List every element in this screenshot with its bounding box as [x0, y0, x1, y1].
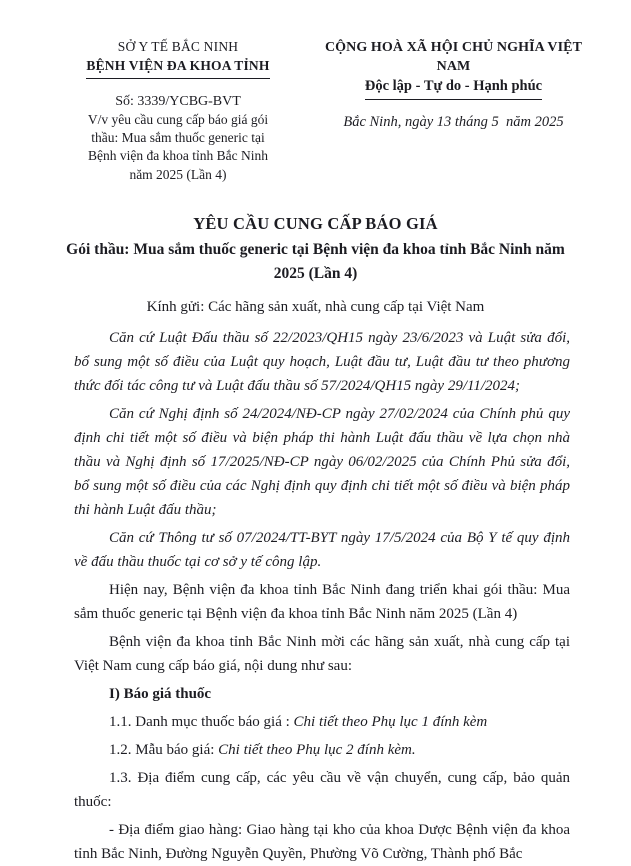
- national-name: CỘNG HOÀ XÃ HỘI CHỦ NGHĨA VIỆT NAM: [324, 40, 583, 75]
- list-item-1-1-detail: Chi tiết theo Phụ lục 1 đính kèm: [293, 714, 488, 731]
- document-title: YÊU CẦU CUNG CẤP BÁO GIÁ: [193, 214, 438, 234]
- list-item-1-1-label: 1.1. Danh mục thuốc báo giá :: [109, 714, 294, 731]
- title-block: [0, 214, 631, 286]
- section-heading: I) Báo giá thuốc: [109, 686, 212, 703]
- issuer-block: [52, 38, 304, 184]
- intro-paragraph-1: Hiện nay, Bệnh viện đa khoa tỉnh Bắc Ninh đang triển khai gói thầu: Mua sắm thuốc generic tại Bệnh viện đa khoa tỉnh Bắc Ninh năm 2025 (Lần 4): [74, 582, 570, 623]
- document-subject-line: V/v yêu cầu cung cấp báo giá gói: [87, 111, 269, 127]
- document-subject-line: thầu: Mua sắm thuốc generic tại: [91, 130, 265, 146]
- document-subject: [52, 111, 304, 184]
- place-date-line: Bắc Ninh, ngày 13 tháng 5 năm 2025: [343, 113, 564, 130]
- legal-basis-paragraph-3: Căn cứ Thông tư số 07/2024/TT-BYT ngày 17/5/2024 của Bộ Y tế quy định về đấu thầu thuốc tại cơ sở y tế công lập.: [74, 530, 570, 571]
- document-number: Số: 3339/YCBG-BVT: [115, 93, 241, 109]
- document-body: [0, 326, 631, 866]
- list-item-1-2-label: 1.2. Mẫu báo giá:: [109, 742, 219, 759]
- issuing-org-name: BỆNH VIỆN ĐA KHOA TỈNH: [86, 57, 269, 78]
- parent-agency-name: SỞ Y TẾ BẮC NINH: [117, 39, 239, 54]
- document-subject-line: năm 2025 (Lần 4): [129, 166, 227, 182]
- intro-paragraph-2: Bệnh viện đa khoa tỉnh Bắc Ninh mời các hãng sản xuất, nhà cung cấp tại Việt Nam cung cấp báo giá, nội dung như sau:: [74, 634, 570, 675]
- legal-basis-paragraph-2: Căn cứ Nghị định số 24/2024/NĐ-CP ngày 27/02/2024 của Chính phủ quy định chi tiết một số điều và biện pháp thi hành Luật đấu thầu về lựa chọn nhà thầu và Nghị định số 17/2025/NĐ-CP ngày 06/02/2025 của Chính Phủ sửa đổi, bổ sung một số điều của các Nghị định quy định chi tiết một số điều và biện pháp thi hành Luật đấu thầu;: [74, 406, 570, 519]
- national-header-block: [304, 38, 595, 133]
- national-motto-line: [312, 77, 595, 100]
- issuing-org-line: [52, 57, 304, 78]
- document-header: [0, 0, 631, 184]
- list-item-1-1: [74, 710, 570, 734]
- list-item-1-3: 1.3. Địa điểm cung cấp, các yêu cầu về vận chuyển, cung cấp, bảo quản thuốc:: [74, 770, 570, 811]
- salutation: Kính gửi: Các hãng sản xuất, nhà cung cấp tại Việt Nam: [146, 299, 485, 316]
- document-subject-line: Bệnh viện đa khoa tỉnh Bắc Ninh: [88, 148, 268, 164]
- list-item-1-2: [74, 738, 570, 762]
- list-item-1-2-detail: Chi tiết theo Phụ lục 2 đính kèm.: [218, 742, 416, 759]
- delivery-location-item: - Địa điểm giao hàng: Giao hàng tại kho của khoa Dược Bệnh viện đa khoa tỉnh Bắc Ninh, Đường Nguyễn Quyền, Phường Võ Cường, Thành phố Bắc: [74, 822, 570, 863]
- national-motto: Độc lập - Tự do - Hạnh phúc: [365, 77, 542, 100]
- package-title: Gói thầu: Mua sắm thuốc generic tại Bệnh viện đa khoa tỉnh Bắc Ninh năm 2025 (Lần 4): [66, 241, 565, 283]
- legal-basis-paragraph-1: Căn cứ Luật Đấu thầu số 22/2023/QH15 ngày 23/6/2023 và Luật sửa đổi, bổ sung một số điều của Luật quy hoạch, Luật đầu tư, Luật đầu tư theo phương thức đối tác công tư và Luật đấu thầu số 57/2024/QH15 ngày 29/11/2024;: [74, 330, 570, 395]
